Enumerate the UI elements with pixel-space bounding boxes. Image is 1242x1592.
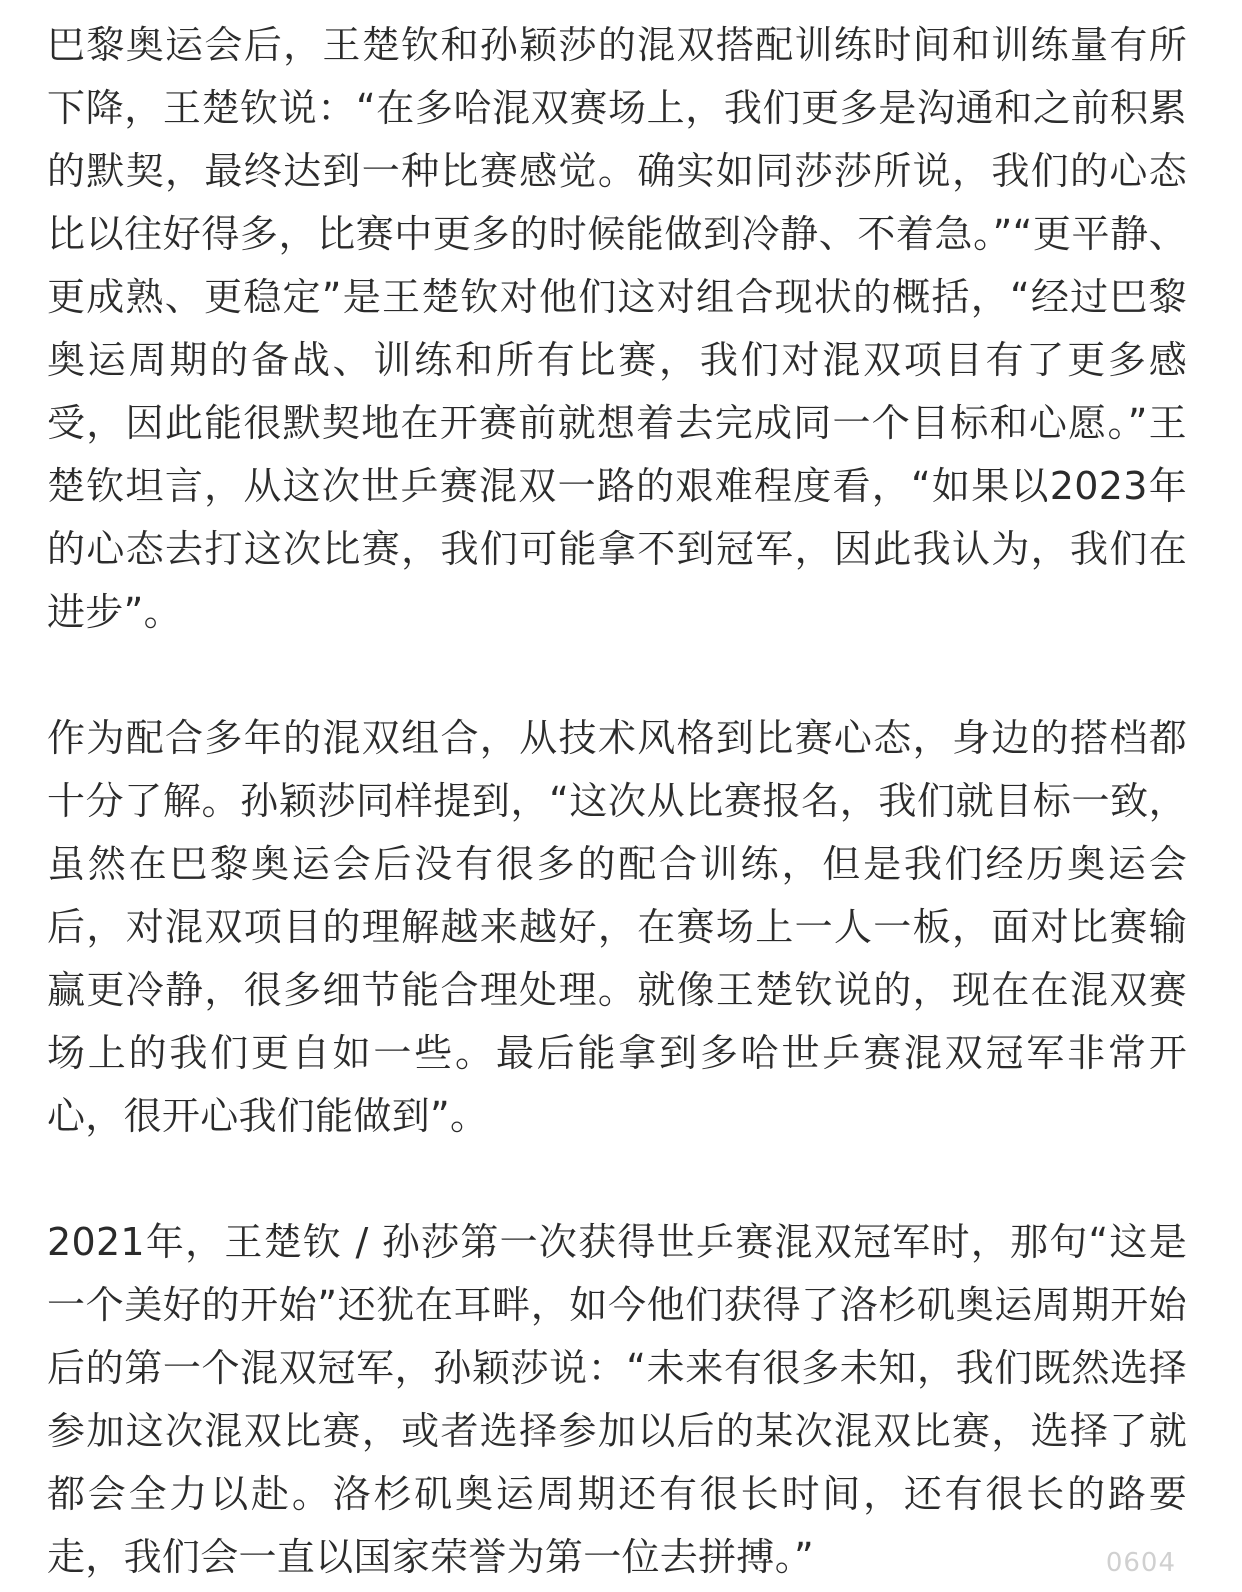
article-paragraph-1: 巴黎奥运会后，王楚钦和孙颖莎的混双搭配训练时间和训练量有所下降，王楚钦说：“在多哈混双赛场上，我们更多是沟通和之前积累的默契，最终达到一种比赛感觉。确实如同莎莎所说，我们的心态比以往好得多，比赛中更多的时候能做到冷静、不着急。”“更平静、更成熟、更稳定”是王楚钦对他们这对组合现状的概括，“经过巴黎奥运周期的备战、训练和所有比赛，我们对混双项目有了更多感受，因此能很默契地在开赛前就想着去完成同一个目标和心愿。”王楚钦坦言，从这次世乒赛混双一路的艰难程度看，“如果以2023年的心态去打这次比赛，我们可能拿不到冠军，因此我认为，我们在进步”。 — [47, 23, 1187, 634]
article-paragraph-2: 作为配合多年的混双组合，从技术风格到比赛心态，身边的搭档都十分了解。孙颖莎同样提到，“这次从比赛报名，我们就目标一致，虽然在巴黎奥运会后没有很多的配合训练，但是我们经历奥运会后，对混双项目的理解越来越好，在赛场上一人一板，面对比赛输赢更冷静，很多细节能合理处理。就像王楚钦说的，现在在混双赛场上的我们更自如一些。最后能拿到多哈世乒赛混双冠军非常开心，很开心我们能做到”。 — [47, 716, 1187, 1138]
watermark: 0604 — [1105, 1548, 1176, 1578]
article-body — [47, 14, 1187, 1589]
article-paragraph-3: 2021年，王楚钦 / 孙莎第一次获得世乒赛混双冠军时，那句“这是一个美好的开始”还犹在耳畔，如今他们获得了洛杉矶奥运周期开始后的第一个混双冠军，孙颖莎说：“未来有很多未知，我们既然选择参加这次混双比赛，或者选择参加以后的某次混双比赛，选择了就都会全力以赴。洛杉矶奥运周期还有很长时间，还有很长的路要走，我们会一直以国家荣誉为第一位去拼搏。” — [47, 1220, 1187, 1579]
